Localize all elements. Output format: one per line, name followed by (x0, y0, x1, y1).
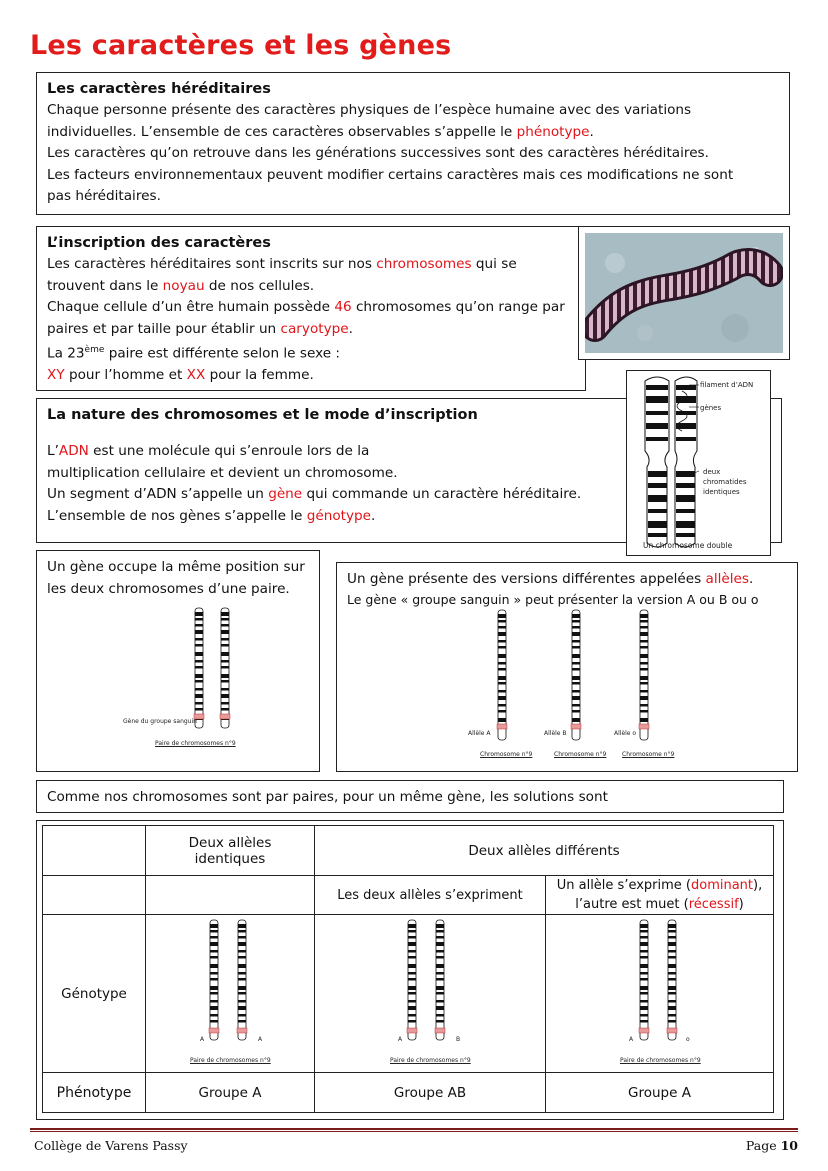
keyword-phenotype: phénotype (516, 123, 590, 140)
pair-caption: Paire de chromosomes n°9 (390, 1057, 471, 1064)
keyword-caryotype: caryotype (280, 320, 349, 337)
header-different: Deux allèles différents (315, 826, 774, 876)
phenotype-cell-1: Groupe A (146, 1073, 315, 1113)
paragraph-line: Comme nos chromosomes sont par paires, pour un même gène, les solutions sont (47, 789, 608, 805)
chromosome (194, 608, 204, 728)
paragraph-line: Les caractères héréditaires sont inscrits sur nos chromosomes qui se (47, 256, 517, 272)
footer-school: Collège de Varens Passy (34, 1138, 188, 1153)
keyword-dominant: dominant (691, 878, 754, 893)
keyword-alleles: allèles (705, 571, 749, 587)
chromosome (571, 610, 581, 740)
chromosome (639, 920, 649, 1040)
chromosome (407, 920, 417, 1040)
paragraph-line: La 23ème paire est différente selon le sexe : (47, 345, 340, 362)
allele-label: A (200, 1036, 205, 1043)
paragraph-line: trouvent dans le noyau de nos cellules. (47, 277, 315, 294)
pair-caption: Paire de chromosomes n°9 (190, 1057, 271, 1064)
section-inscription (36, 226, 586, 391)
chromosome (639, 610, 649, 740)
chromosome-photo-frame (578, 226, 790, 360)
chromo-caption-3: Chromosome n°9 (622, 751, 675, 758)
paragraph-line: Le gène « groupe sanguin » peut présenter la version A ou B ou o (347, 591, 759, 607)
chromosome (209, 920, 219, 1040)
footer-rule-thin (30, 1131, 798, 1132)
pair-caption: Paire de chromosomes n°9 (155, 740, 236, 747)
paragraph-line: L’ensemble de nos gènes s’appelle le génotype. (47, 507, 376, 524)
footer-page: Page 10 (745, 1138, 798, 1153)
table-corner (43, 826, 146, 876)
paragraph-line: L’ADN est une molécule qui s’enroule lors de la (47, 443, 370, 459)
label-filament-adn: filament d’ADN (700, 381, 754, 389)
paragraph-line: multiplication cellulaire et devient un chromosome. (47, 464, 398, 481)
chromosome (435, 920, 445, 1040)
section-gene-position (36, 550, 320, 772)
keyword-noyau: noyau (162, 277, 205, 294)
header-identical: Deux allèles identiques (146, 826, 315, 876)
paragraph-line: les deux chromosomes d’une paire. (47, 580, 290, 597)
genotype-pair-3 (632, 918, 692, 1048)
paragraph-line: Un gène présente des versions différentes appelées allèles. (347, 571, 754, 587)
double-chromosome-svg (627, 371, 770, 555)
section-title: Les caractères héréditaires (47, 81, 271, 97)
keyword-chromosomes: chromosomes (376, 256, 472, 272)
keyword-xx: XX (186, 367, 206, 384)
paragraph-line: Chaque cellule d’un être humain possède 46 chromosomes qu’on range par (47, 299, 565, 315)
keyword-genotype: génotype (306, 507, 372, 524)
paragraph-line: Les caractères qu’on retrouve dans les générations successives sont des caractères héréditaires. (47, 145, 709, 161)
section-caracteres-hereditaires (36, 72, 790, 215)
phenotype-cell-2: Groupe AB (315, 1073, 546, 1113)
chromosome (497, 610, 507, 740)
section-title: La nature des chromosomes et le mode d’inscription (47, 407, 478, 423)
diagram-caption: Un chromosome double (643, 541, 733, 550)
section-solutions-intro (36, 780, 784, 813)
paragraph-line: Chaque personne présente des caractères physiques de l’espèce humaine avec des variations (47, 102, 692, 118)
keyword-recessif: récessif (688, 897, 739, 912)
label-allele-o: Allèle o (614, 730, 637, 737)
page-title: Les caractères et les gènes (30, 30, 452, 61)
pair-caption: Paire de chromosomes n°9 (620, 1057, 701, 1064)
chromosome (220, 608, 230, 728)
paragraph-line: paires et par taille pour établir un caryotype. (47, 320, 353, 337)
footer-rule (30, 1128, 798, 1130)
paragraph-line: individuelles. L’ensemble de ces caractères observables s’appelle le phénotype. (47, 123, 594, 140)
row-label-phenotype: Phénotype (43, 1073, 146, 1113)
label-genes: gènes (700, 404, 722, 412)
section-title: L’inscription des caractères (47, 235, 271, 251)
allele-label: A (258, 1036, 263, 1043)
label-allele-b: Allèle B (544, 730, 567, 737)
chromosome-photo (585, 233, 783, 353)
keyword-gene: gène (268, 486, 303, 502)
label-chromatides: deux chromatides identiques (703, 468, 747, 496)
header-both-express: Les deux allèles s’expriment (315, 876, 546, 915)
chromo-caption-2: Chromosome n°9 (554, 751, 607, 758)
paragraph-line: Un segment d’ADN s’appelle un gène qui commande un caractère héréditaire. (47, 486, 582, 502)
genotype-pair-2 (400, 918, 460, 1048)
label-allele-a: Allèle A (468, 730, 491, 737)
chromosome (667, 920, 677, 1040)
chromosome (237, 920, 247, 1040)
gene-label: Gène du groupe sanguin (123, 718, 197, 725)
allele-chromosomes-svg (490, 608, 670, 748)
paragraph-line: Les facteurs environnementaux peuvent modifier certains caractères mais ces modifications ne sont (47, 166, 734, 183)
phenotype-cell-3: Groupe A (546, 1073, 774, 1113)
paragraph-line: pas héréditaires. (47, 188, 161, 204)
double-chromosome-diagram (626, 370, 771, 556)
paragraph-line: Un gène occupe la même position sur (47, 559, 305, 575)
paragraph-line: XY pour l’homme et XX pour la femme. (47, 367, 314, 384)
allele-label: o (686, 1036, 690, 1043)
chromo-caption-1: Chromosome n°9 (480, 751, 533, 758)
allele-label: A (629, 1036, 634, 1043)
genotype-pair-1 (202, 918, 262, 1048)
keyword-adn: ADN (58, 443, 89, 459)
header-one-expresses: Un allèle s’exprime (dominant), l’autre est muet (récessif) (546, 876, 774, 915)
allele-label: A (398, 1036, 403, 1043)
keyword-46: 46 (334, 299, 352, 315)
row-label-genotype: Génotype (43, 915, 146, 1073)
allele-label: B (456, 1036, 461, 1043)
keyword-xy: XY (47, 367, 65, 384)
